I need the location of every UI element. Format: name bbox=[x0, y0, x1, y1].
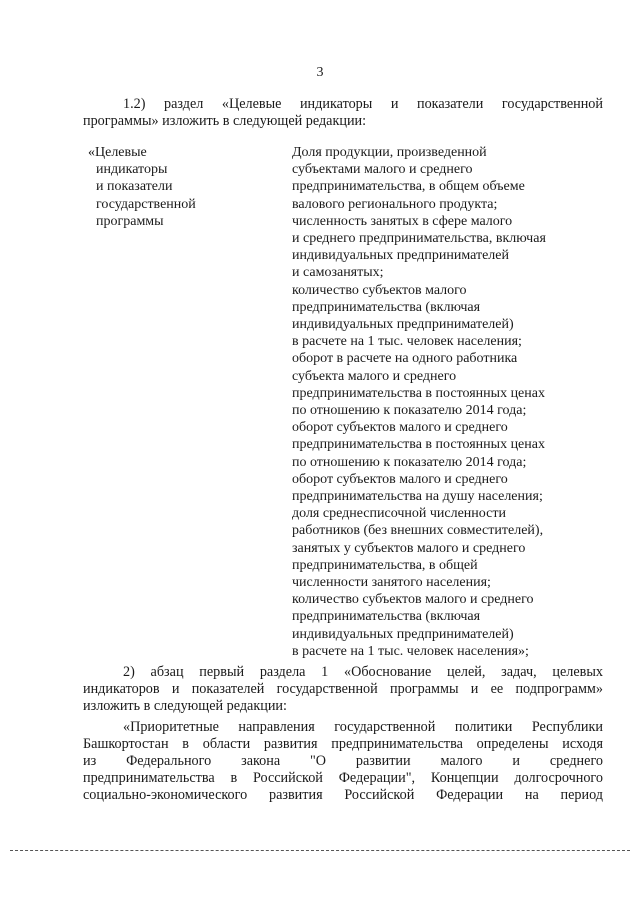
value-line: предпринимательства (включая bbox=[292, 299, 481, 315]
quote-line: Башкортостан в области развития предпринимательства определены исходя bbox=[83, 736, 603, 752]
section-intro bbox=[83, 96, 603, 130]
quote-line: предпринимательства в Российской Федерации", Концепции долгосрочного bbox=[83, 770, 603, 786]
value-line: Доля продукции, произведенной bbox=[292, 145, 487, 160]
value-line: субъектами малого и среднего bbox=[292, 162, 473, 178]
value-line: предпринимательства на душу населения; bbox=[292, 489, 543, 505]
section-two bbox=[83, 664, 603, 715]
section-two-line: изложить в следующей редакции: bbox=[83, 698, 287, 714]
value-line: предпринимательства, в общей bbox=[292, 557, 478, 573]
quote-paragraph bbox=[83, 719, 603, 804]
value-line: предпринимательства, в общем объеме bbox=[292, 179, 525, 195]
value-line: по отношению к показателю 2014 года; bbox=[292, 454, 527, 470]
value-line: предпринимательства в постоянных ценах bbox=[292, 385, 545, 401]
value-line: и среднего предпринимательства, включая bbox=[292, 231, 546, 247]
value-line: индивидуальных предпринимателей) bbox=[292, 317, 514, 333]
page-number: 3 bbox=[316, 65, 324, 80]
value-line: численности занятого населения; bbox=[292, 575, 491, 591]
section-intro-line: программы» изложить в следующей редакции: bbox=[83, 113, 367, 129]
value-line: субъекта малого и среднего bbox=[292, 368, 457, 384]
value-line: по отношению к показателю 2014 года; bbox=[292, 403, 527, 419]
section-intro-line: 1.2) раздел «Целевые индикаторы и показатели государственной bbox=[123, 96, 603, 112]
section-two-line: индикаторов и показателей государственной программы и ее подпрограмм» bbox=[83, 681, 603, 697]
value-line: численность занятых в сфере малого bbox=[292, 213, 513, 229]
value-line: оборот субъектов малого и среднего bbox=[292, 420, 508, 436]
value-line: предпринимательства в постоянных ценах bbox=[292, 437, 545, 453]
value-line: занятых у субъектов малого и среднего bbox=[292, 540, 526, 556]
value-line: и самозанятых; bbox=[292, 265, 384, 281]
quote-line: «Приоритетные направления государственной политики Республики bbox=[123, 719, 603, 735]
value-line: оборот в расчете на одного работника bbox=[292, 351, 518, 367]
value-line: индивидуальных предпринимателей) bbox=[292, 626, 514, 642]
label-line: индикаторы bbox=[96, 162, 168, 178]
label-line: «Целевые bbox=[88, 145, 147, 160]
value-line: количество субъектов малого и среднего bbox=[292, 592, 534, 608]
value-line: работников (без внешних совместителей), bbox=[292, 523, 544, 539]
label-line: программы bbox=[96, 213, 164, 229]
quote-line: социально-экономического развития Российской Федерации на период bbox=[83, 787, 603, 803]
quote-line: из Федерального закона "О развитии малого и среднего bbox=[83, 753, 603, 769]
table-value-cell bbox=[292, 144, 546, 660]
value-line: в расчете на 1 тыс. человек населения; bbox=[292, 334, 522, 350]
value-line: предпринимательства (включая bbox=[292, 609, 481, 625]
section-two-line: 2) абзац первый раздела 1 «Обоснование целей, задач, целевых bbox=[123, 664, 603, 680]
table-label-cell bbox=[88, 144, 196, 230]
value-line: доля среднесписочной численности bbox=[292, 506, 506, 522]
page-bottom-rule bbox=[10, 850, 630, 851]
label-line: и показатели bbox=[96, 179, 173, 195]
value-line: индивидуальных предпринимателей bbox=[292, 248, 509, 264]
value-line: валового регионального продукта; bbox=[292, 196, 498, 212]
label-line: государственной bbox=[96, 196, 196, 212]
value-line: в расчете на 1 тыс. человек населения»; bbox=[292, 643, 529, 659]
value-line: оборот субъектов малого и среднего bbox=[292, 471, 508, 487]
value-line: количество субъектов малого bbox=[292, 282, 467, 298]
